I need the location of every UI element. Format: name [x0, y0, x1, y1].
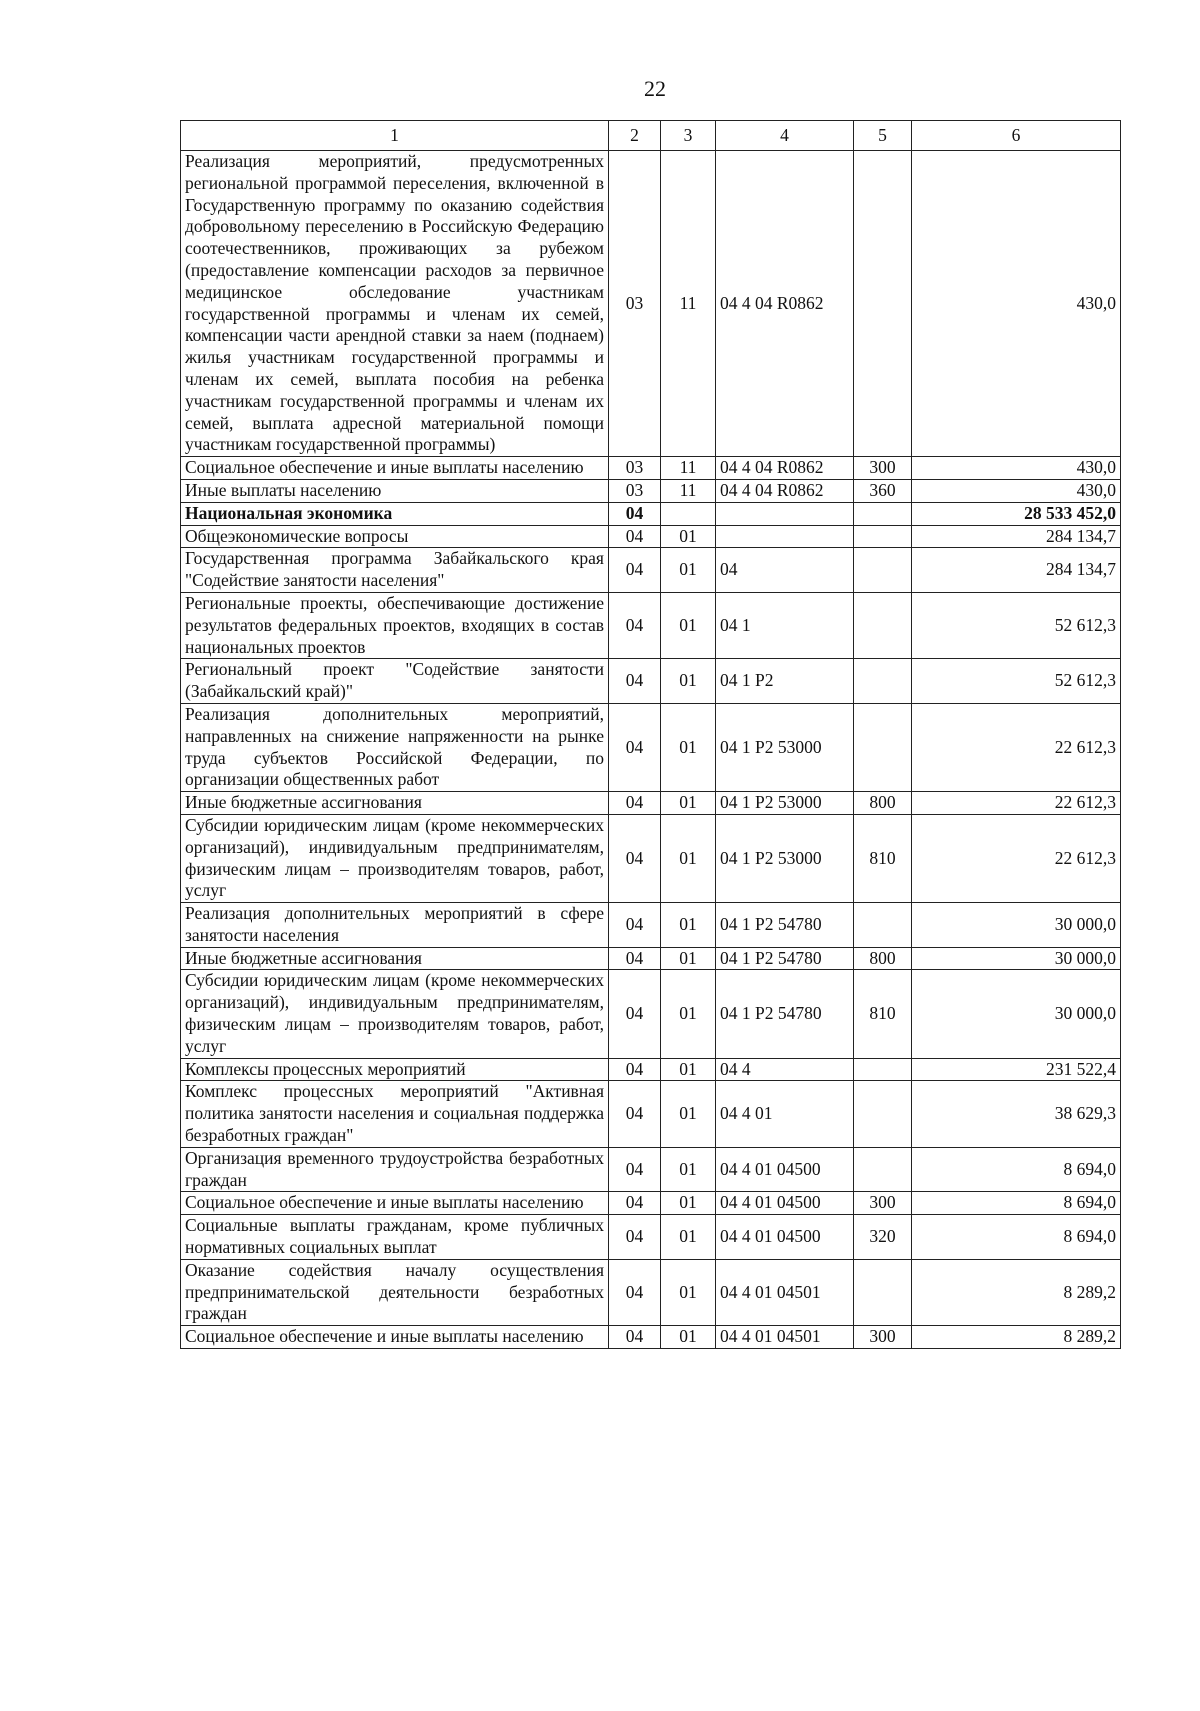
row-name-cell: Реализация мероприятий, предусмотренных региональной программой переселения, включенной в Государственную программу по оказанию содействия добровольному переселению в Российскую Федерацию соотечественников, проживающих за рубежом (предоставление компенсации расходов за первичное медицинское обследование участникам государственной программы и членам их семей, компенсации части арендной ставки за наем (поднаем) жилья участникам государственной программы и членам их семей, выплата пособия на ребенка участникам государственной программы и членам их семей, выплата адресной материальной помощи участникам государственной программы)	[181, 151, 609, 457]
page-number: 22	[644, 76, 666, 101]
subsection-code-cell: 11	[661, 151, 716, 457]
expense-type-cell: 300	[854, 1192, 912, 1215]
expense-type-cell: 800	[854, 792, 912, 815]
budget-table	[180, 120, 1121, 1349]
row-name-cell: Социальное обеспечение и иные выплаты населению	[181, 457, 609, 480]
amount-cell: 284 134,7	[912, 548, 1121, 593]
target-article-cell: 04 1 P2 54780	[716, 970, 854, 1058]
table-row	[181, 548, 1121, 593]
expense-type-cell	[854, 1259, 912, 1325]
row-name-cell: Иные бюджетные ассигнования	[181, 947, 609, 970]
row-name-cell: Национальная экономика	[181, 502, 609, 525]
section-code-cell: 04	[609, 1259, 661, 1325]
table-row	[181, 592, 1121, 658]
expense-type-cell	[854, 151, 912, 457]
expense-type-cell: 810	[854, 970, 912, 1058]
amount-cell: 8 694,0	[912, 1215, 1121, 1260]
subsection-code-cell: 01	[661, 1058, 716, 1081]
column-header: 4	[716, 121, 854, 151]
amount-cell: 8 289,2	[912, 1259, 1121, 1325]
row-name-cell: Социальные выплаты гражданам, кроме публичных нормативных социальных выплат	[181, 1215, 609, 1260]
target-article-cell: 04 1 P2 54780	[716, 947, 854, 970]
section-code-cell: 04	[609, 792, 661, 815]
amount-cell: 430,0	[912, 151, 1121, 457]
table-row	[181, 151, 1121, 457]
subsection-code-cell: 01	[661, 548, 716, 593]
target-article-cell: 04 4 04 R0862	[716, 457, 854, 480]
subsection-code-cell: 11	[661, 479, 716, 502]
row-name-cell: Реализация дополнительных мероприятий в сфере занятости населения	[181, 903, 609, 948]
column-header: 5	[854, 121, 912, 151]
section-code-cell: 04	[609, 659, 661, 704]
target-article-cell: 04 4 01 04500	[716, 1215, 854, 1260]
amount-cell: 22 612,3	[912, 814, 1121, 902]
subsection-code-cell: 01	[661, 703, 716, 791]
target-article-cell: 04 4 04 R0862	[716, 479, 854, 502]
expense-type-cell	[854, 659, 912, 704]
target-article-cell	[716, 502, 854, 525]
row-name-cell: Комплексы процессных мероприятий	[181, 1058, 609, 1081]
row-name-cell: Оказание содействия началу осуществления предпринимательской деятельности безработных граждан	[181, 1259, 609, 1325]
target-article-cell: 04 1 P2 53000	[716, 703, 854, 791]
section-code-cell: 04	[609, 1326, 661, 1349]
table-row	[181, 1215, 1121, 1260]
subsection-code-cell: 01	[661, 525, 716, 548]
subsection-code-cell: 01	[661, 814, 716, 902]
amount-cell: 430,0	[912, 457, 1121, 480]
subsection-code-cell: 01	[661, 792, 716, 815]
expense-type-cell: 320	[854, 1215, 912, 1260]
table-row	[181, 1192, 1121, 1215]
amount-cell: 8 694,0	[912, 1192, 1121, 1215]
table-row	[181, 479, 1121, 502]
subsection-code-cell: 01	[661, 1215, 716, 1260]
subsection-code-cell	[661, 502, 716, 525]
section-code-cell: 04	[609, 525, 661, 548]
amount-cell: 30 000,0	[912, 903, 1121, 948]
amount-cell: 8 289,2	[912, 1326, 1121, 1349]
section-code-cell: 03	[609, 151, 661, 457]
amount-cell: 22 612,3	[912, 703, 1121, 791]
expense-type-cell: 800	[854, 947, 912, 970]
target-article-cell: 04 1 P2 53000	[716, 792, 854, 815]
amount-cell: 30 000,0	[912, 970, 1121, 1058]
subsection-code-cell: 11	[661, 457, 716, 480]
table-row	[181, 502, 1121, 525]
subsection-code-cell: 01	[661, 1147, 716, 1192]
table-row	[181, 1326, 1121, 1349]
table-row	[181, 947, 1121, 970]
subsection-code-cell: 01	[661, 1081, 716, 1147]
section-code-cell: 03	[609, 479, 661, 502]
amount-cell: 28 533 452,0	[912, 502, 1121, 525]
target-article-cell: 04 4 01 04500	[716, 1192, 854, 1215]
amount-cell: 38 629,3	[912, 1081, 1121, 1147]
section-code-cell: 04	[609, 1215, 661, 1260]
row-name-cell: Иные выплаты населению	[181, 479, 609, 502]
section-code-cell: 04	[609, 703, 661, 791]
target-article-cell: 04 4 04 R0862	[716, 151, 854, 457]
row-name-cell: Иные бюджетные ассигнования	[181, 792, 609, 815]
amount-cell: 52 612,3	[912, 659, 1121, 704]
expense-type-cell: 300	[854, 1326, 912, 1349]
column-header: 2	[609, 121, 661, 151]
target-article-cell: 04 4 01	[716, 1081, 854, 1147]
column-header: 3	[661, 121, 716, 151]
row-name-cell: Комплекс процессных мероприятий "Активная политика занятости населения и социальная поддержка безработных граждан"	[181, 1081, 609, 1147]
row-name-cell: Социальное обеспечение и иные выплаты населению	[181, 1326, 609, 1349]
table-row	[181, 1081, 1121, 1147]
subsection-code-cell: 01	[661, 1326, 716, 1349]
row-name-cell: Государственная программа Забайкальского края "Содействие занятости населения"	[181, 548, 609, 593]
row-name-cell: Субсидии юридическим лицам (кроме некоммерческих организаций), индивидуальным предпринимателям, физическим лицам – производителям товаров, работ, услуг	[181, 814, 609, 902]
expense-type-cell	[854, 1058, 912, 1081]
section-code-cell: 04	[609, 548, 661, 593]
row-name-cell: Социальное обеспечение и иные выплаты населению	[181, 1192, 609, 1215]
section-code-cell: 04	[609, 592, 661, 658]
column-header: 6	[912, 121, 1121, 151]
section-code-cell: 04	[609, 1081, 661, 1147]
expense-type-cell	[854, 1081, 912, 1147]
expense-type-cell	[854, 525, 912, 548]
section-code-cell: 04	[609, 1147, 661, 1192]
row-name-cell: Реализация дополнительных мероприятий, направленных на снижение напряженности на рынке труда субъектов Российской Федерации, по организации общественных работ	[181, 703, 609, 791]
subsection-code-cell: 01	[661, 659, 716, 704]
table-row	[181, 703, 1121, 791]
expense-type-cell	[854, 592, 912, 658]
amount-cell: 8 694,0	[912, 1147, 1121, 1192]
target-article-cell: 04 4 01 04501	[716, 1326, 854, 1349]
subsection-code-cell: 01	[661, 1192, 716, 1215]
expense-type-cell	[854, 703, 912, 791]
expense-type-cell: 810	[854, 814, 912, 902]
section-code-cell: 04	[609, 1192, 661, 1215]
column-header: 1	[181, 121, 609, 151]
row-name-cell: Общеэкономические вопросы	[181, 525, 609, 548]
section-code-cell: 03	[609, 457, 661, 480]
expense-type-cell: 360	[854, 479, 912, 502]
amount-cell: 284 134,7	[912, 525, 1121, 548]
amount-cell: 52 612,3	[912, 592, 1121, 658]
row-name-cell: Организация временного трудоустройства безработных граждан	[181, 1147, 609, 1192]
table-row	[181, 970, 1121, 1058]
target-article-cell: 04 1 P2	[716, 659, 854, 704]
table-row	[181, 659, 1121, 704]
expense-type-cell	[854, 1147, 912, 1192]
subsection-code-cell: 01	[661, 592, 716, 658]
row-name-cell: Региональный проект "Содействие занятости (Забайкальский край)"	[181, 659, 609, 704]
amount-cell: 231 522,4	[912, 1058, 1121, 1081]
table-row	[181, 457, 1121, 480]
section-code-cell: 04	[609, 970, 661, 1058]
section-code-cell: 04	[609, 903, 661, 948]
table-header-row	[181, 121, 1121, 151]
expense-type-cell: 300	[854, 457, 912, 480]
table-row	[181, 1058, 1121, 1081]
target-article-cell: 04 1 P2 54780	[716, 903, 854, 948]
table-row	[181, 792, 1121, 815]
table-row	[181, 525, 1121, 548]
table-row	[181, 1259, 1121, 1325]
target-article-cell: 04	[716, 548, 854, 593]
target-article-cell: 04 4 01 04501	[716, 1259, 854, 1325]
amount-cell: 30 000,0	[912, 947, 1121, 970]
table-row	[181, 903, 1121, 948]
amount-cell: 430,0	[912, 479, 1121, 502]
section-code-cell: 04	[609, 502, 661, 525]
table-body	[181, 151, 1121, 1349]
subsection-code-cell: 01	[661, 970, 716, 1058]
section-code-cell: 04	[609, 814, 661, 902]
section-code-cell: 04	[609, 1058, 661, 1081]
table-row	[181, 814, 1121, 902]
target-article-cell: 04 1	[716, 592, 854, 658]
target-article-cell	[716, 525, 854, 548]
target-article-cell: 04 4	[716, 1058, 854, 1081]
expense-type-cell	[854, 502, 912, 525]
table-row	[181, 1147, 1121, 1192]
expense-type-cell	[854, 903, 912, 948]
subsection-code-cell: 01	[661, 947, 716, 970]
subsection-code-cell: 01	[661, 1259, 716, 1325]
subsection-code-cell: 01	[661, 903, 716, 948]
expense-type-cell	[854, 548, 912, 593]
target-article-cell: 04 4 01 04500	[716, 1147, 854, 1192]
target-article-cell: 04 1 P2 53000	[716, 814, 854, 902]
row-name-cell: Региональные проекты, обеспечивающие достижение результатов федеральных проектов, входящих в состав национальных проектов	[181, 592, 609, 658]
section-code-cell: 04	[609, 947, 661, 970]
row-name-cell: Субсидии юридическим лицам (кроме некоммерческих организаций), индивидуальным предпринимателям, физическим лицам – производителям товаров, работ, услуг	[181, 970, 609, 1058]
amount-cell: 22 612,3	[912, 792, 1121, 815]
